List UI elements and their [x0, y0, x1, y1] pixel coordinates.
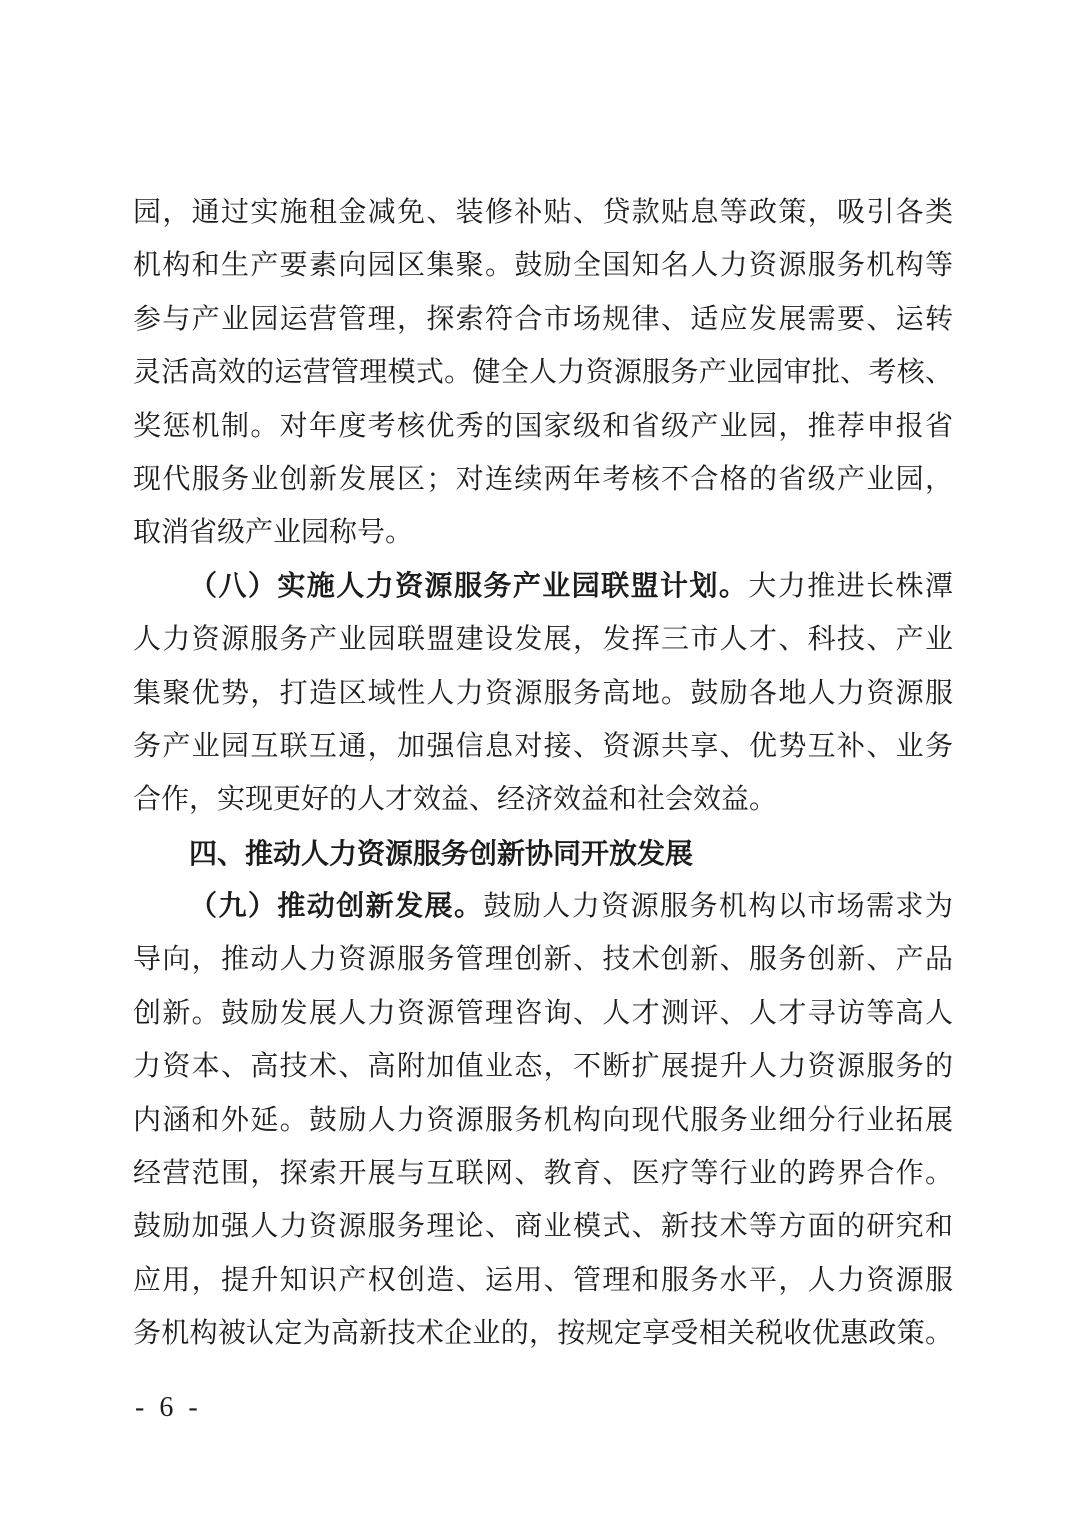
line-text: 机构和生产要素向园区集聚。鼓励全国知名人力资源服务机构等	[133, 250, 953, 282]
text-line-paragraph-end	[133, 506, 953, 559]
line-text: 鼓励人力资源服务机构以市场需求为	[483, 891, 953, 923]
text-line	[133, 720, 953, 773]
text-line	[133, 400, 953, 453]
bold-lead: （八）实施人力资源服务产业园联盟计划。	[189, 570, 749, 602]
text-line	[133, 239, 953, 292]
line-text: 力资本、高技术、高附加值业态，不断扩展提升人力资源服务的	[133, 1051, 953, 1083]
text-line	[133, 933, 953, 986]
line-text: 集聚优势，打造区域性人力资源服务高地。鼓励各地人力资源服	[133, 677, 953, 709]
text-line	[133, 613, 953, 666]
heading-text: 四、推动人力资源服务创新协同开放发展	[189, 837, 694, 869]
text-line	[133, 1254, 953, 1307]
line-text: 导向，推动人力资源服务管理创新、技术创新、服务创新、产品	[133, 944, 953, 976]
text-line	[133, 186, 953, 239]
line-text: 合作，实现更好的人才效益、经济效益和社会效益。	[133, 784, 778, 816]
line-text: 内涵和外延。鼓励人力资源服务机构向现代服务业细分行业拓展	[133, 1104, 953, 1136]
line-text: 奖惩机制。对年度考核优秀的国家级和省级产业园，推荐申报省	[133, 410, 953, 442]
line-text: 园，通过实施租金减免、装修补贴、贷款贴息等政策，吸引各类	[133, 197, 953, 228]
text-line-item-eight	[133, 560, 953, 613]
line-text: 鼓励加强人力资源服务理论、商业模式、新技术等方面的研究和	[133, 1211, 953, 1243]
line-text: 经营范围，探索开展与互联网、教育、医疗等行业的跨界合作。	[133, 1158, 953, 1190]
line-text: 现代服务业创新发展区；对连续两年考核不合格的省级产业园，	[133, 463, 953, 495]
text-line	[133, 667, 953, 720]
line-text: 务产业园互联互通，加强信息对接、资源共享、优势互补、业务	[133, 730, 953, 762]
page-number: - 6 -	[135, 1392, 202, 1423]
text-line	[133, 293, 953, 346]
text-line	[133, 1147, 953, 1200]
line-text: 大力推进长株潭	[748, 570, 953, 602]
text-line	[133, 1200, 953, 1253]
text-line-item-nine	[133, 880, 953, 933]
text-line	[133, 987, 953, 1040]
line-text: 应用，提升知识产权创造、运用、管理和服务水平，人力资源服	[133, 1264, 953, 1296]
line-text: 参与产业园运营管理，探索符合市场规律、适应发展需要、运转	[133, 303, 953, 335]
line-text: 创新。鼓励发展人力资源管理咨询、人才测评、人才寻访等高人	[133, 997, 953, 1029]
text-line-paragraph-end	[133, 773, 953, 826]
text-line	[133, 453, 953, 506]
line-text: 灵活高效的运营管理模式。健全人力资源服务产业园审批、考核、	[133, 357, 953, 389]
bold-lead: （九）推动创新发展。	[189, 891, 484, 923]
line-text: 务机构被认定为高新技术企业的，按规定享受相关税收优惠政策。	[133, 1318, 953, 1350]
text-line	[133, 1094, 953, 1147]
text-line	[133, 1307, 953, 1360]
section-heading-four	[133, 827, 953, 880]
line-text: 人力资源服务产业园联盟建设发展，发挥三市人才、科技、产业	[133, 624, 953, 656]
line-text: 取消省级产业园称号。	[133, 517, 414, 549]
document-text-block	[133, 186, 953, 1361]
text-line	[133, 1040, 953, 1093]
text-line	[133, 346, 953, 399]
